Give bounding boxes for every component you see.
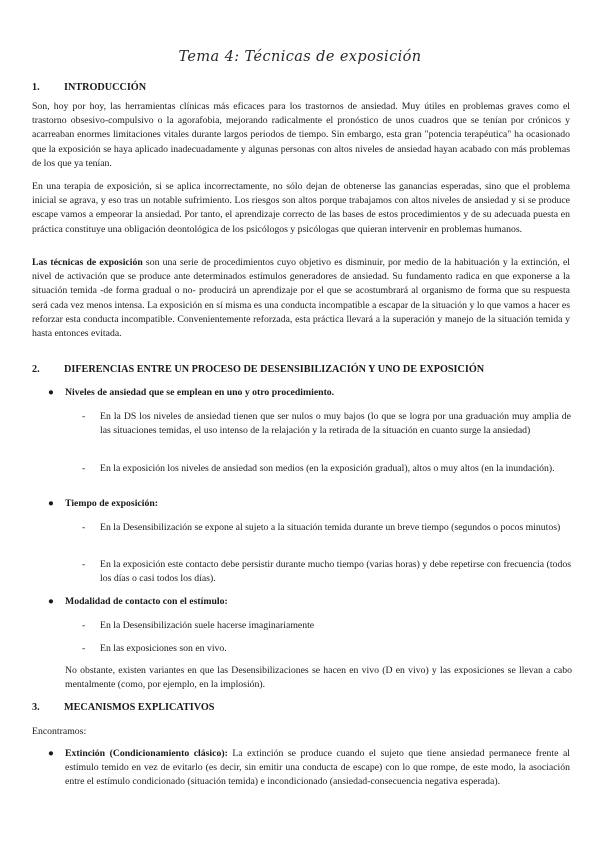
intro-paragraph-1: Son, hoy por hoy, las herramientas clínicas más eficaces para los trastornos de ansiedad. Muy útiles en problemas graves como el trastorno obsesivo-compulsivo o la agorafobia, mejorando radicalmente el pronóstico de unos cuadros que se tenían por crónicos y acarreaban enormes limitaciones vitales durante largos periodos de tiempo. Sin embargo, esta gran "potencia terapéutica" ha ocasionado que la exposición se haya aplicado inadecuadamente y algunas personas con altos niveles de ansiedad hayan acabado con más problemas de los que ya tenían. [32,101,570,169]
dash-icon: - [82,620,86,631]
bullet-text: Tiempo de exposición: [65,498,158,509]
section-title: MECANISMOS EXPLICATIVOS [64,702,215,713]
section-heading-diferencias [32,364,572,376]
section-number: 1. [32,82,40,93]
mechanisms-intro: Encontramos: [32,726,87,737]
sub-item-text: En la exposición este contacto debe persistir durante mucho tiempo (varias horas) y debe repetirse con frecuencia (todos los días o casi todos los días). [100,559,571,585]
dash-icon: - [82,559,86,570]
section-heading-mecanismos [32,702,572,714]
bold-term: Extinción (Condicionamiento clásico): [65,748,228,759]
dash-icon: - [82,643,86,654]
note-paragraph: No obstante, existen variantes en que las Desensibilizaciones se hacen en vivo (D en vivo) y las exposiciones se llevan a cabo mentalmente (como, por ejemplo, en la implosión). [65,665,572,691]
intro-paragraph-2: En una terapia de exposición, si se aplica incorrectamente, no sólo dejan de obtenerse las ganancias esperadas, sino que el problema inicial se agrava, y eso tras un notable sufrimiento. Los riesgos son altos porque trabajamos con altos niveles de ansiedad y si se produce escape vamos a empeorar la ansiedad. Por tanto, el aprendizaje correcto de las bases de estos procedimientos y de su adecuada puesta en práctica constituye una obligación deontológica de los psicólogos y psicólogas que quieran intervenir en problemas humanos. [32,181,570,235]
dash-icon: - [82,522,86,533]
bullet-icon: ● [48,498,54,509]
dash-icon: - [82,411,86,422]
page-title: Tema 4: Técnicas de exposición [178,49,422,65]
paragraph-text: La extinción se produce cuando el sujeto que tiene ansiedad permanece frente al estímulo temido en vez de evitarlo (es decir, sin emitir una conducta de escape) con lo que rompe, de este modo, la asociación entre el estímulo condicionado (situación temida) e incondicionado (ansiedad-consecuencia negativa esperada). [65,748,570,788]
bold-term: Las técnicas de exposición [32,257,143,268]
section-number: 3. [32,702,40,713]
bullet-icon: ● [48,387,54,398]
section-heading-introduccion [32,82,572,94]
bullet-text [65,747,570,790]
sub-item-text: En la Desensibilización suele hacerse imaginariamente [100,620,315,631]
section-number: 2. [32,364,40,375]
sub-item-text: En las exposiciones son en vivo. [100,643,227,654]
paragraph-text: son una serie de procedimientos cuyo objetivo es disminuir, por medio de la habituación y la extinción, el nivel de activación que se produce ante determinados estímulos generadores de ansiedad. Su fundamento radica en que exponerse a la situación temida -de forma gradual o no- producirá un aprendizaje por el que se acostumbrará al organismo de forma que su respuesta será cada vez menos intensa. La exposición en sí misma es una conducta incompatible a escapar de la situación y lo que vamos a hacer es reforzar esta conducta incompatible. Convenientemente reforzada, esta práctica llevará a la superación y manejo de la situación temida y hasta entonces evitada. [32,257,570,340]
section-title: DIFERENCIAS ENTRE UN PROCESO DE DESENSIBILIZACIÓN Y UNO DE EXPOSICIÓN [64,364,485,375]
section-title: INTRODUCCIÓN [64,82,147,93]
sub-item-text: En la DS los niveles de ansiedad tienen que ser nulos o muy bajos (lo que se logra por una graduación muy amplia de las situaciones temidas, el uso intenso de la relajación y la retirada de la situación en cuanto surge la ansiedad) [100,411,571,437]
bullet-icon: ● [48,596,54,607]
sub-item-text: En la exposición los niveles de ansiedad son medios (en la exposición gradual), altos o muy altos (en la inundación). [100,463,555,474]
intro-paragraph-3 [32,256,570,341]
bullet-text: Niveles de ansiedad que se emplean en uno y otro procedimiento. [65,387,335,398]
bullet-icon: ● [48,748,54,759]
dash-icon: - [82,463,86,474]
sub-item-text: En la Desensibilización se expone al sujeto a la situación temida durante un breve tiempo (segundos o pocos minutos) [100,522,561,533]
bullet-text: Modalidad de contacto con el estímulo: [65,596,228,607]
